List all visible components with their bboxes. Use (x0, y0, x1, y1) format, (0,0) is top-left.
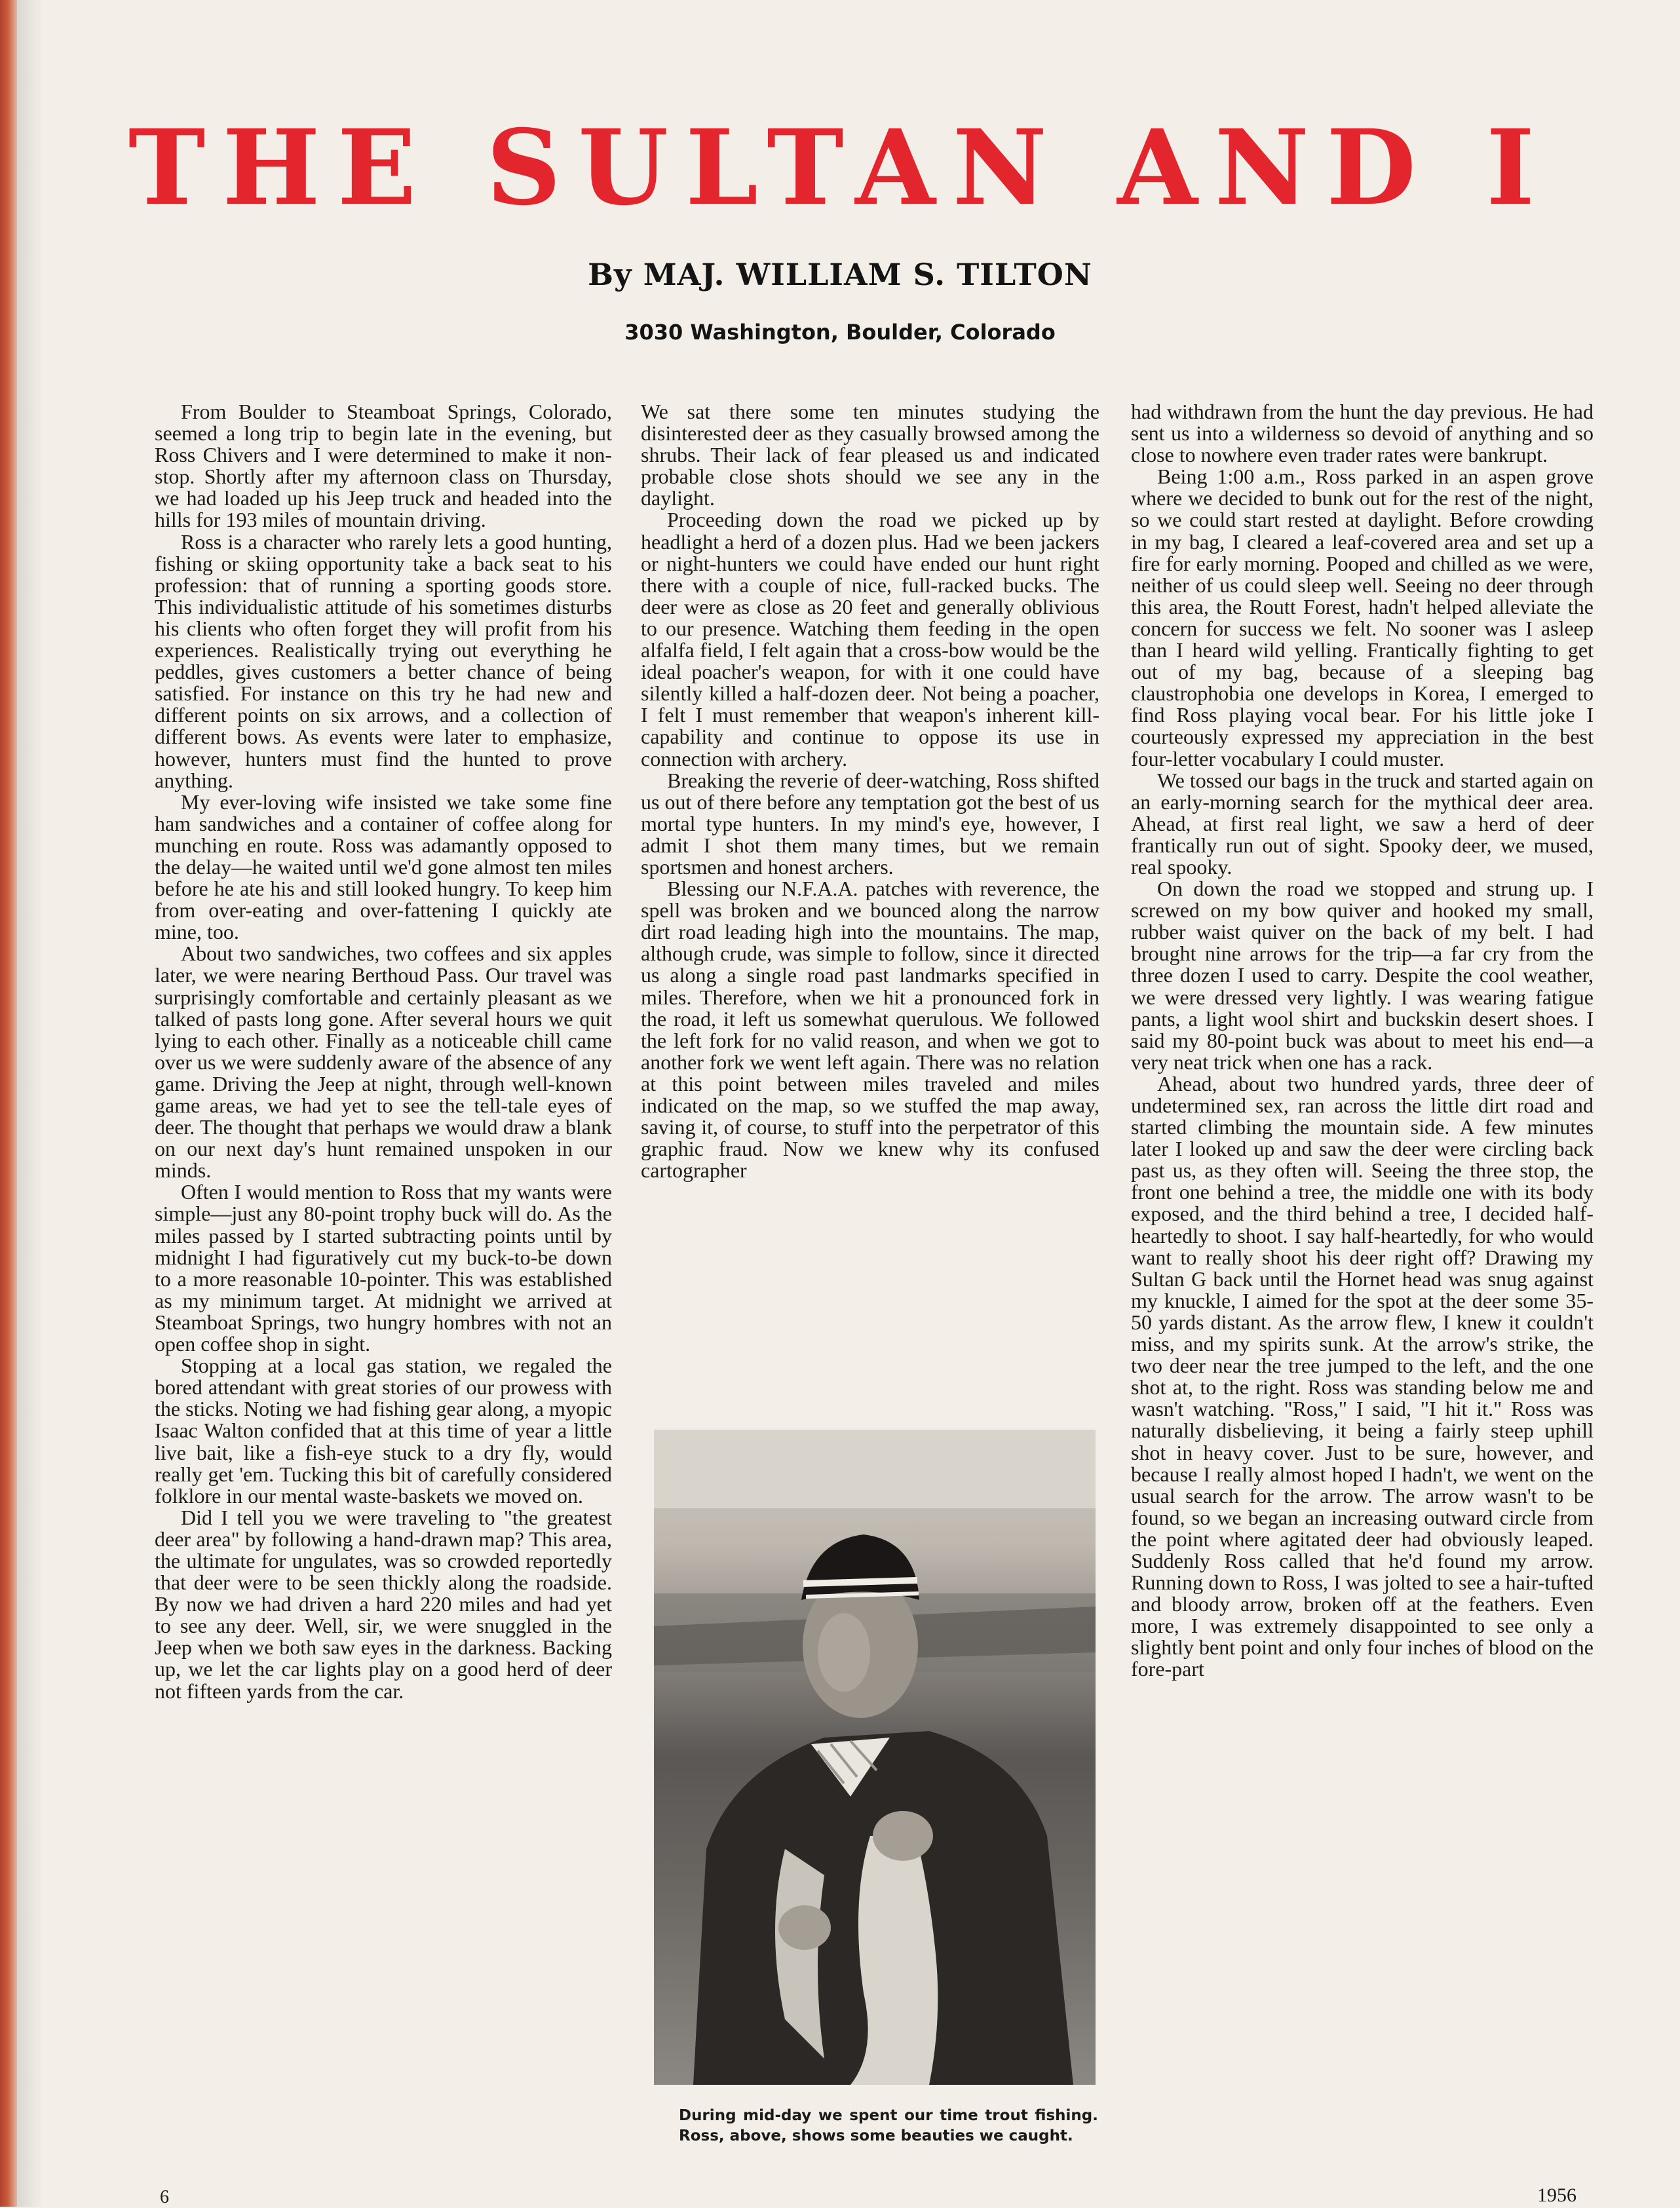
article-byline: By MAJ. WILLIAM S. TILTON (588, 257, 1092, 292)
text-column-2 (641, 401, 1099, 1181)
page-number: 6 (160, 2187, 169, 2207)
paragraph: Often I would mention to Ross that my wants were simple—just any 80-point trophy buck will do. As the miles passed by I started subtracting points until by midnight I had figuratively cut my buck-to-be down to a more reasonable 10-pointer. This was established as my minimum target. At midnight we arrived at Steamboat Springs, two hungry hombres with not an open coffee shop in sight. (155, 1180, 612, 1356)
paragraph: We tossed our bags in the truck and started again on an early-morning search for the mythical deer area. Ahead, at first real light, we saw a herd of deer frantically run out of sight. Spooky deer, we mused, real spooky. (1131, 768, 1594, 879)
paragraph: Stopping at a local gas station, we regaled the bored attendant with great stories of our prowess with the sticks. Noting we had fishing gear along, a myopic Isaac Walton confided that at this time of year a little live bait, like a fish-eye stuck to a dry fly, would really get 'em. Tucking this bit of carefully considered folklore in our mental waste-baskets we moved on. (155, 1354, 612, 1508)
issue-year: 1956 (1537, 2184, 1576, 2206)
photo-caption: During mid-day we spent our time trout fishing. Ross, above, shows some beauties we caught. (679, 2107, 1098, 2144)
paragraph: On down the road we stopped and strung up. I screwed on my bow quiver and hooked my small, rubber waist quiver on the back of my belt. I had brought nine arrows for the trip—a far cry from the three dozen I used to carry. Despite the cool weather, we were dressed very lightly. I was wearing fatigue pants, a light wool shirt and buckskin desert shoes. I said my 80-point buck was about to meet his end—a very neat trick when one has a rack. (1131, 877, 1594, 1074)
paragraph: had withdrawn from the hunt the day previous. He had sent us into a wilderness so devoid of anything and so close to nowhere even trader rates were bankrupt. (1131, 400, 1594, 467)
paragraph: Did I tell you we were traveling to "the greatest deer area" by following a hand-drawn map? This area, the ultimate for ungulates, was so crowded reportedly that deer were to be seen thickly along the roadside. By now we had driven a hard 220 miles and had yet to see any deer. Well, sir, we were snuggled in the Jeep when we both saw eyes in the darkness. Backing up, we let the car lights play on a good herd of deer not fifteen yards from the car. (155, 1505, 612, 1703)
article-title: THE SULTAN AND I (128, 107, 1552, 229)
fisherman-photo-illustration (654, 1430, 1096, 2085)
paragraph: Ahead, about two hundred yards, three deer of undetermined sex, ran across the little dirt road and started climbing the mountain side. A few minutes later I looked up and saw the deer were circling back past us, as they often will. Seeing the three stop, the front one behind a tree, the middle one with its body exposed, and the third behind a tree, I decided half-heartedly to shoot. I say half-heartedly, for who would want to really shoot his deer right off? Drawing my Sultan G back until the Hornet head was snug against my knuckle, I aimed for the spot at the deer some 35-50 yards distant. As the arrow flew, I knew it couldn't miss, and my spirits sunk. At the arrow's strike, the two deer near the tree jumped to the left, and the one shot at, to the right. Ross was standing below me and wasn't watching. "Ross," I said, "I hit it." Ross was naturally disbelieving, it being a fairly steep uphill shot in heavy cover. Just to be sure, however, and because I really almost hoped I hadn't, we went on the usual search for the arrow. The arrow wasn't to be found, so we began an increasing outward circle from the point where agitated deer had obviously leaped. Suddenly Ross called that he'd found my arrow. Running down to Ross, I was jolted to see a hair-tufted and bloody arrow, broken off at the feathers. Even more, I was extremely disappointed to see only a slightly bent point and only four inches of blood on the fore-part (1131, 1071, 1594, 1681)
article-photo (654, 1430, 1096, 2085)
paragraph: Ross is a character who rarely lets a good hunting, fishing or skiing opportunity take a back seat to his profession: that of running a sporting goods store. This individualistic attitude of his sometimes disturbs his clients who often forget they will profit from his experiences. Realistically trying out everything he peddles, gives customers a better chance of being satisfied. For instance on this try he had new and different points on six arrows, and a collection of different bows. As events were later to emphasize, however, hunters must find the hunted to prove anything. (155, 529, 612, 792)
paragraph: Being 1:00 a.m., Ross parked in an aspen grove where we decided to bunk out for the rest of the night, so we could start rested at daylight. Before crowding in my bag, I cleared a leaf-covered area and set up a fire for early morning. Pooped and chilled as we were, neither of us could sleep well. Seeing no deer through this area, the Routt Forest, hadn't helped alleviate the concern for success we felt. No sooner was I asleep than I heard wild yelling. Frantically fighting to get out of my bag, because of a sleeping bag claustrophobia one develops in Korea, I emerged to find Ross playing vocal bear. For his little joke I courteously expressed my appreciation in the best four-letter vocabulary I could muster. (1131, 465, 1594, 771)
paragraph: From Boulder to Steamboat Springs, Colorado, seemed a long trip to begin late in the evening, but Ross Chivers and I were determined to make it non-stop. Shortly after my afternoon class on Thursday, we had loaded up his Jeep truck and headed into the hills for 193 miles of mountain driving. (155, 400, 612, 532)
paragraph: Proceeding down the road we picked up by headlight a herd of a dozen plus. Had we been jackers or night-hunters we could have ended our hunt right there with a couple of nice, full-racked bucks. The deer were as close as 20 feet and generally oblivious to our presence. Watching them feeding in the open alfalfa field, I felt again that a cross-bow would be the ideal poacher's weapon, for with it one could have silently killed a half-dozen deer. Not being a poacher, I felt I must remember that weapon's inherent kill-capability and continue to oppose its use in connection with archery. (641, 508, 1099, 771)
paragraph: Blessing our N.F.A.A. patches with reverence, the spell was broken and we bounced along the narrow dirt road leading high into the mountains. The map, although crude, was simple to follow, since it directed us along a single road past landmarks specified in miles. Therefore, when we hit a pronounced fork in the road, it left us somewhat querulous. We followed the left fork for no valid reason, and when we got to another fork we went left again. There was no relation at this point between miles traveled and miles indicated on the map, so we stuffed the map away, saving it, of course, to stuff into the perpetrator of this graphic fraud. Now we knew why its confused cartographer (641, 877, 1099, 1183)
text-column-3 (1131, 401, 1594, 1681)
paragraph: My ever-loving wife insisted we take some fine ham sandwiches and a container of coffee along for munching en route. Ross was adamantly opposed to the delay—he waited until we'd gone almost ten miles before he ate his and still looked hungry. To keep him from over-eating and over-fattening I quickly ate mine, too. (155, 790, 612, 944)
paragraph: Breaking the reverie of deer-watching, Ross shifted us out of there before any temptation got the best of us mortal type hunters. In my mind's eye, however, I admit I shot them many times, but we remain sportsmen and honest archers. (641, 768, 1099, 879)
text-column-1 (155, 401, 612, 1702)
paragraph: We sat there some ten minutes studying the disinterested deer as they casually browsed among the shrubs. Their lack of fear pleased us and indicated probable close shots should we see any in the daylight. (641, 400, 1099, 510)
paragraph: About two sandwiches, two coffees and six apples later, we were nearing Berthoud Pass. Our travel was surprisingly comfortable and certainly pleasant as we talked of pasts long gone. After several hours we quit lying to each other. Finally as a noticeable chill came over us we were suddenly aware of the absence of any game. Driving the Jeep at night, through well-known game areas, we had yet to see the tell-tale eyes of deer. The thought that perhaps we would draw a blank on our next day's hunt remained unspoken in our minds. (155, 942, 612, 1183)
author-address: 3030 Washington, Boulder, Colorado (624, 320, 1056, 345)
